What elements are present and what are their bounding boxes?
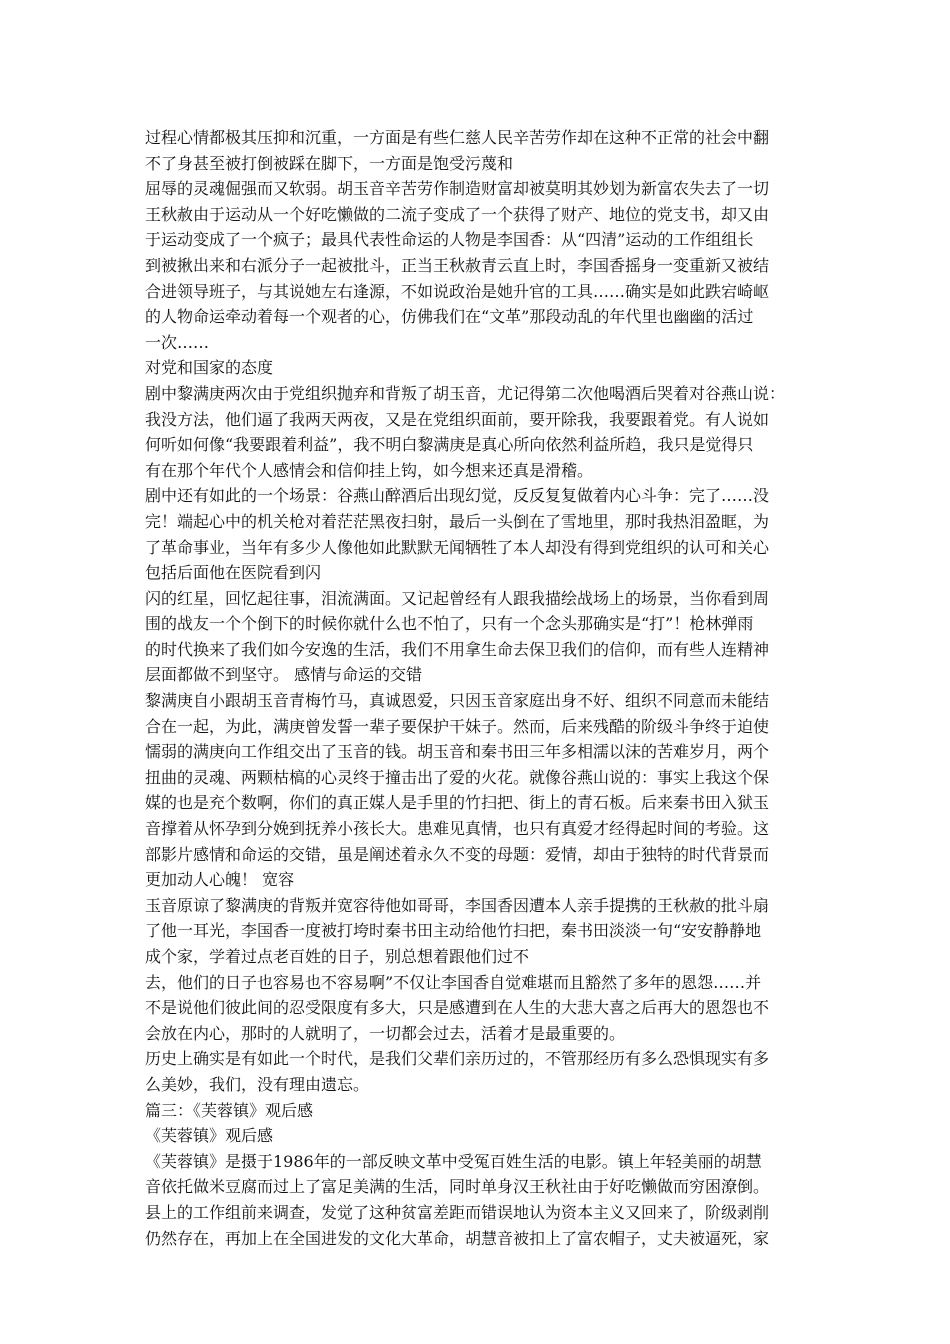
text-line: 去，他们的日子也容易也不容易啊”不仅让李国香自觉难堪而且豁然了多年的恩怨……并	[145, 972, 762, 992]
text-line: 会放在内心，那时的人就明了，一切都会过去，活着才是最重要的。	[145, 1023, 626, 1043]
text-line: 的时代换来了我们如今安逸的生活，我们不用拿生命去保卫我们的信仰，而有些人连精神	[145, 639, 770, 659]
text-line: 围的战友一个个倒下的时候你就什么也不怕了，只有一个念头那确实是“打”！枪林弹雨	[145, 614, 754, 634]
text-line: 更加动人心魄！ 宽容	[145, 870, 295, 890]
text-line: 篇三：《芙蓉镇》观后感	[145, 1100, 314, 1120]
text-line: 黎满庚自小跟胡玉音青梅竹马，真诚恩爱，只因玉音家庭出身不好、组织不同意而未能结	[145, 691, 770, 711]
text-line: 的人物命运牵动着每一个观者的心，仿佛我们在“文革”那段动乱的年代里也幽幽的活过	[145, 307, 754, 327]
text-line: 完！端起心中的机关枪对着茫茫黑夜扫射，最后一头倒在了雪地里，那时我热泪盈眶，为	[145, 511, 770, 531]
text-line: 成个家，学着过点老百姓的日子，别总想着跟他们过不	[145, 947, 530, 966]
text-line: 《芙蓉镇》观后感	[145, 1126, 274, 1146]
text-line: 了他一耳光，李国香一度被打垮时秦书田主动给他竹扫把，秦书田淡淡一句“安安静静地	[145, 921, 762, 941]
text-line: 了革命事业，当年有多少人像他如此默默无闻牺牲了本人却没有得到党组织的认可和关心	[145, 537, 770, 557]
text-line: 《芙蓉镇》是摄于1986年的一部反映文革中受冤百姓生活的电影。镇上年轻美丽的胡慧	[145, 1151, 762, 1171]
text-line: 闪的红星，回忆起往事，泪流满面。又记起曾经有人跟我描绘战场上的场景，当你看到周	[145, 588, 770, 608]
text-line: 音撑着从怀孕到分娩到抚养小孩长大。患难见真情，也只有真爱才经得起时间的考验。这	[145, 819, 770, 839]
text-line: 历史上确实是有如此一个时代，是我们父辈们亲历过的，不管那经历有多么恐惧现实有多	[145, 1049, 770, 1069]
text-line: 部影片感情和命运的交错，虽是阐述着永久不变的母题：爱情，却由于独特的时代背景而	[145, 844, 770, 864]
text-line: 不是说他们彼此间的忍受限度有多大，只是感遭到在人生的大悲大喜之后再大的恩怨也不	[145, 998, 770, 1018]
text-line: 剧中还有如此的一个场景：谷燕山醉酒后出现幻觉，反反复复做着内心斗争：完了……没	[145, 486, 770, 506]
text-line: 有在那个年代个人感情会和信仰挂上钩，如今想来还真是滑稽。	[145, 460, 594, 480]
document-body	[145, 125, 809, 1251]
text-line: 层面都做不到坚守。 感情与命运的交错	[145, 665, 423, 685]
text-line: 屈辱的灵魂倔强而又软弱。胡玉音辛苦劳作制造财富却被莫明其妙划为新富农失去了一切	[145, 179, 770, 199]
text-line: 么美妙，我们，没有理由遗忘。	[145, 1074, 370, 1094]
text-line: 包括后面他在医院看到闪	[145, 563, 322, 583]
text-line: 对党和国家的态度	[145, 358, 274, 378]
text-line: 何听如何像“我要跟着利益”，我不明白黎满庚是真心所向依然利益所趋，我只是觉得只	[145, 435, 754, 455]
text-line: 媒的也是充个数啊，你们的真正媒人是手里的竹扫把、街上的青石板。后来秦书田入狱玉	[145, 793, 770, 813]
text-line: 于运动变成了一个疯子；最具代表性命运的人物是李国香：从“四清”运动的工作组组长	[145, 230, 754, 250]
text-line: 音依托做米豆腐而过上了富足美满的生活，同时单身汉王秋社由于好吃懒做而穷困潦倒。	[145, 1177, 770, 1197]
text-line: 仍然存在，再加上在全国进发的文化大革命，胡慧音被扣上了富农帽子，丈夫被逼死，家	[145, 1228, 770, 1248]
text-line: 懦弱的满庚向工作组交出了玉音的钱。胡玉音和秦书田三年多相濡以沫的苦难岁月，两个	[145, 742, 770, 762]
text-line: 剧中黎满庚两次由于党组织抛弃和背叛了胡玉音，尤记得第二次他喝酒后哭着对谷燕山说：	[145, 383, 786, 403]
text-line: 玉音原谅了黎满庚的背叛并宽容待他如哥哥，李国香因遭本人亲手提携的王秋赦的批斗扇	[145, 895, 770, 915]
text-line: 不了身甚至被打倒被踩在脚下，一方面是饱受污蔑和	[145, 153, 514, 173]
text-line: 县上的工作组前来调查，发觉了这种贫富差距而错误地认为资本主义又回来了，阶级剥削	[145, 1202, 770, 1222]
text-line: 过程心情都极其压抑和沉重，一方面是有些仁慈人民辛苦劳作却在这种不正常的社会中翻	[145, 128, 770, 147]
text-line: 王秋赦由于运动从一个好吃懒做的二流子变成了一个获得了财产、地位的党支书，却又由	[145, 204, 770, 224]
text-line: 一次……	[145, 332, 210, 352]
text-line: 扭曲的灵魂、两颗枯槁的心灵终于撞击出了爱的火花。就像谷燕山说的：事实上我这个保	[145, 767, 770, 787]
text-line: 合在一起，为此，满庚曾发誓一辈子要保护干妹子。然而，后来残酷的阶级斗争终于迫使	[145, 716, 770, 736]
text-line: 到被揪出来和右派分子一起被批斗，正当王秋赦青云直上时，李国香摇身一变重新又被结	[145, 255, 770, 275]
text-line: 合进领导班子，与其说她左右逢源，不如说政治是她升官的工具……确实是如此跌宕崎岖	[145, 281, 770, 301]
text-line: 我没方法，他们逼了我两天两夜，又是在党组织面前，要开除我，我要跟着党。有人说如	[145, 409, 770, 429]
